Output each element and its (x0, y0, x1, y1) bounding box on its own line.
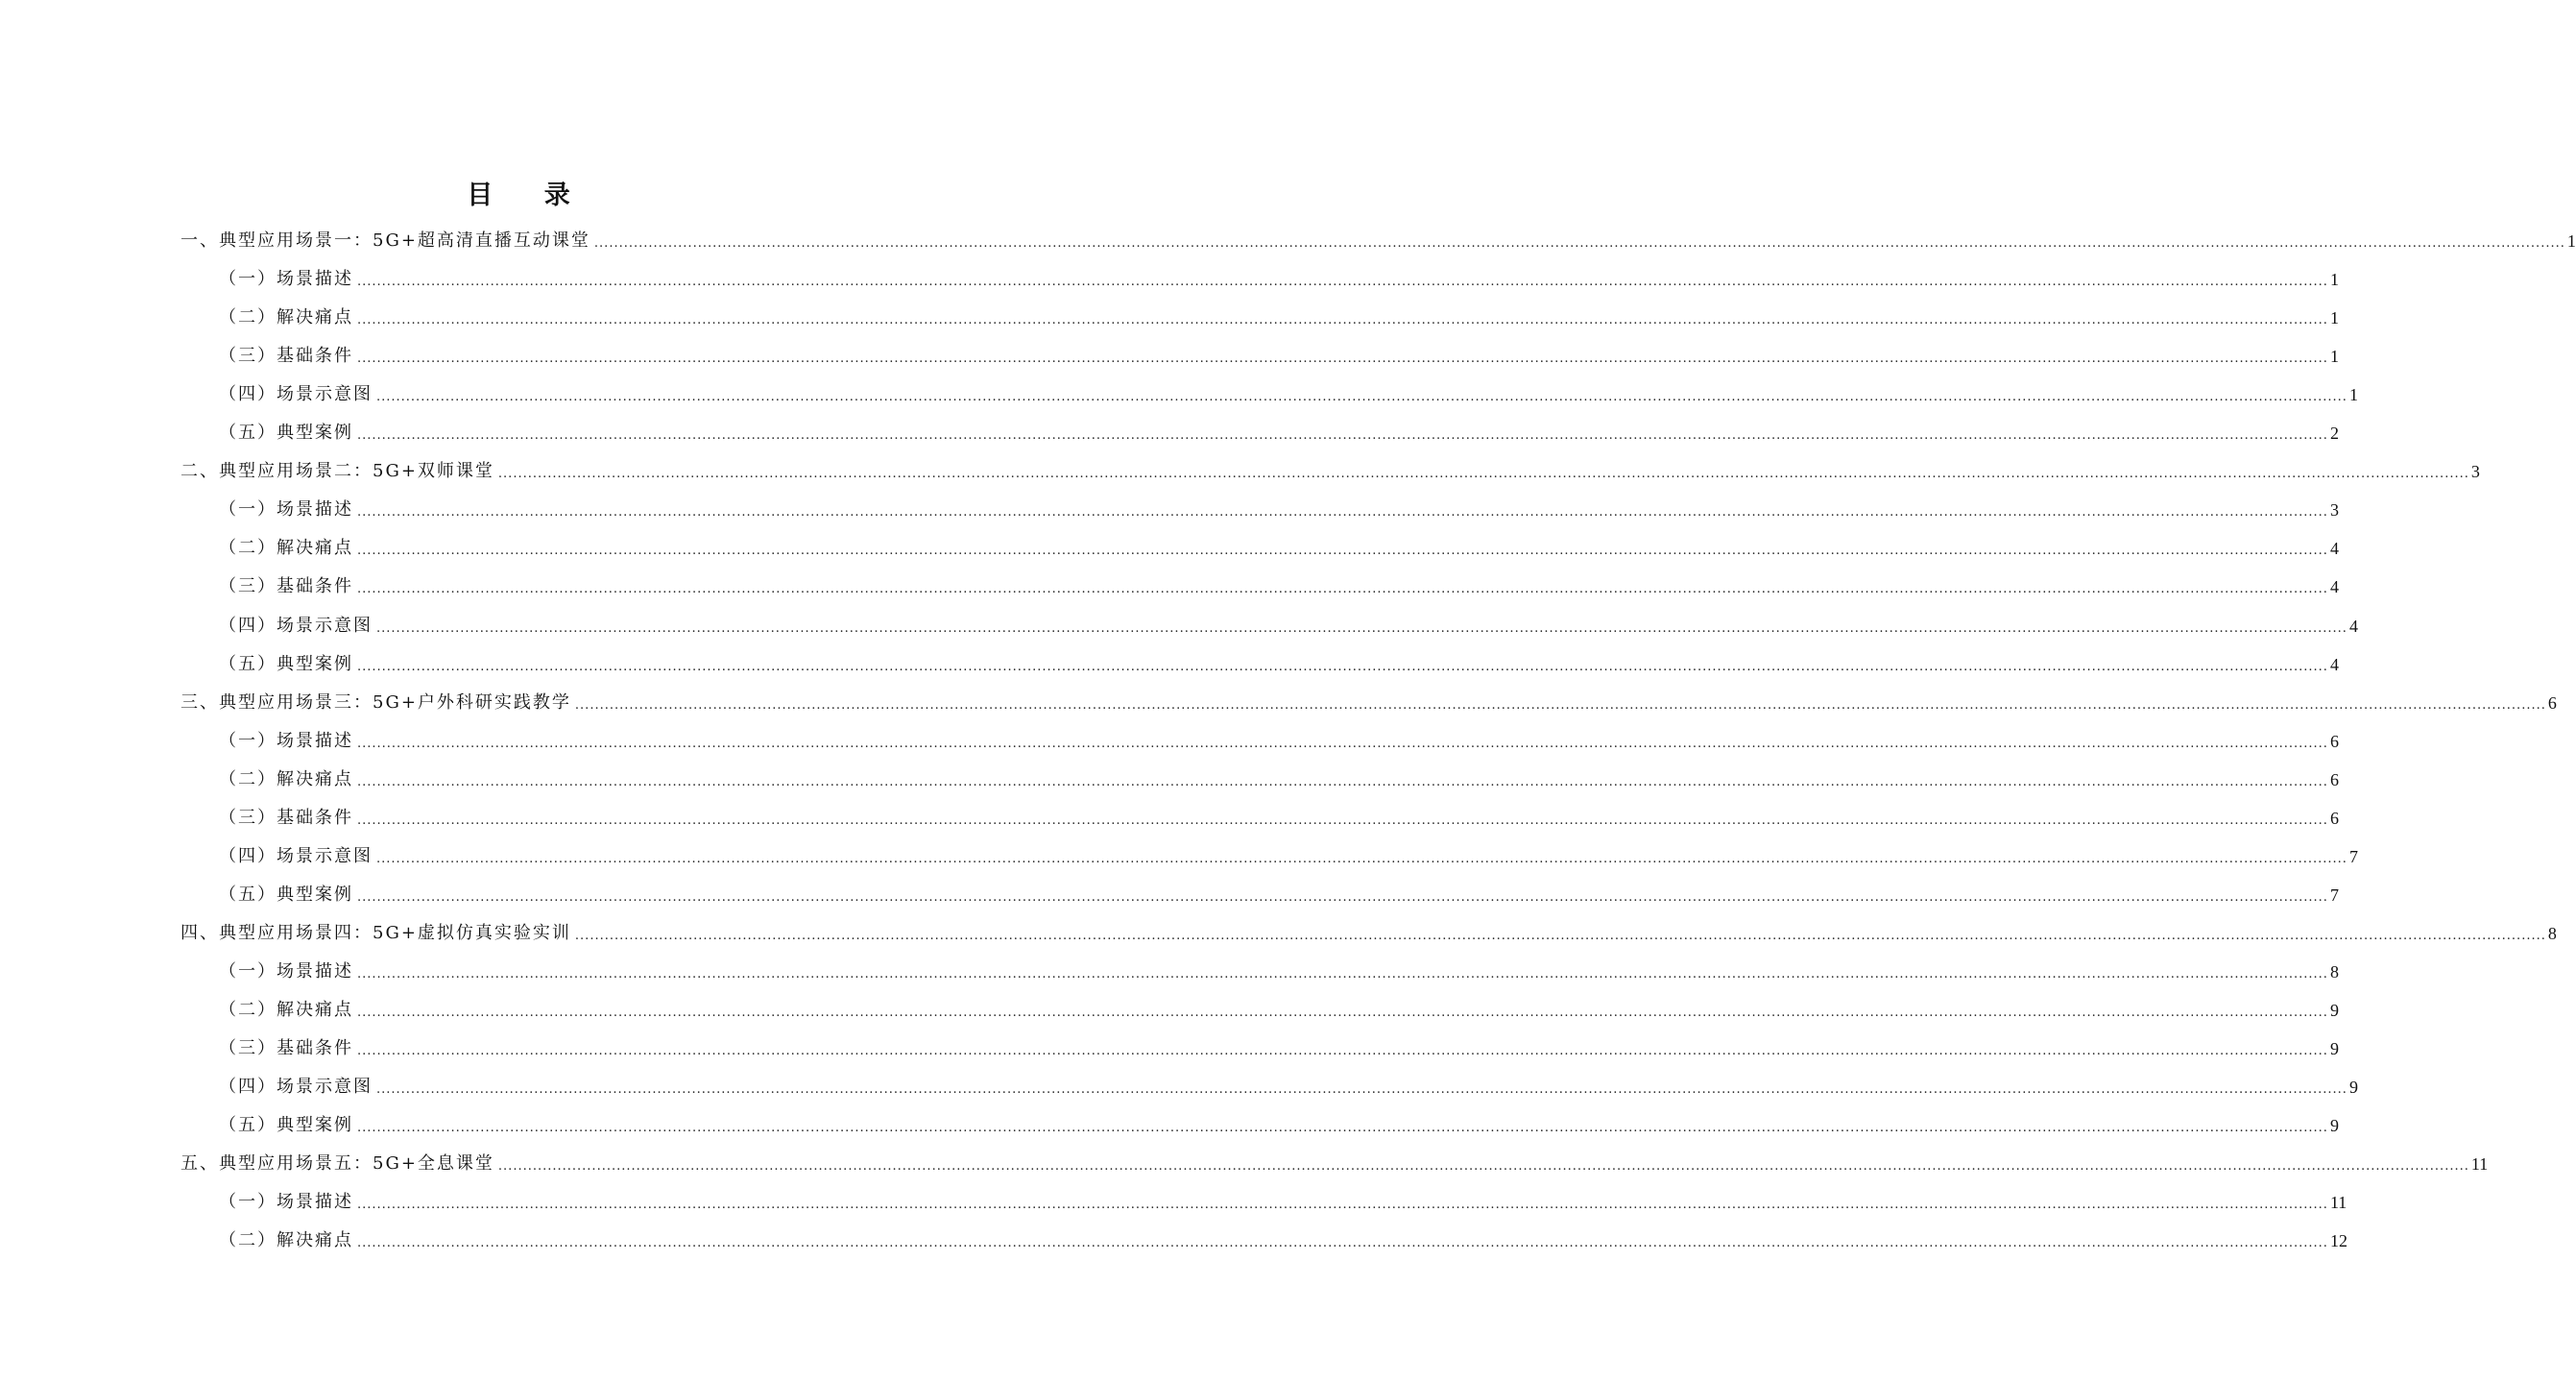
toc-section-entry[interactable] (219, 1183, 2347, 1222)
toc-dot-leader: ................................................................................................................................................................................................................................................................................................................................................................................................................ (574, 928, 2546, 943)
toc-page-number: 9 (2329, 1116, 2339, 1136)
toc-dot-leader: ................................................................................................................................................................................................................................................................................................................................................................................................................ (593, 236, 2565, 251)
toc-chapter-entry[interactable] (181, 452, 2480, 491)
toc-dot-leader: ................................................................................................................................................................................................................................................................................................................................................................................................................ (497, 1159, 2469, 1175)
toc-page-number: 1 (2566, 231, 2576, 251)
toc-section-entry[interactable] (219, 260, 2339, 299)
toc-chapter-entry[interactable] (181, 1145, 2489, 1183)
toc-entry-label: 五、典型应用场景五：5G+全息课堂 (181, 1153, 494, 1175)
toc-section-entry[interactable] (219, 645, 2339, 684)
toc-section-entry[interactable] (219, 376, 2358, 414)
toc-page-number: 12 (2329, 1231, 2347, 1251)
toc-dot-leader: ................................................................................................................................................................................................................................................................................................................................................................................................................ (376, 1082, 2347, 1098)
toc-section-entry[interactable] (219, 491, 2339, 529)
toc-section-entry[interactable] (219, 837, 2358, 876)
toc-dot-leader: ................................................................................................................................................................................................................................................................................................................................................................................................................ (357, 812, 2328, 828)
toc-page-number: 9 (2329, 1039, 2339, 1059)
toc-dot-leader: ................................................................................................................................................................................................................................................................................................................................................................................................................ (357, 774, 2328, 789)
toc-entry-label: （二）解决痛点 (219, 1000, 353, 1020)
toc-dot-leader: ................................................................................................................................................................................................................................................................................................................................................................................................................ (357, 352, 2328, 367)
toc-page-number: 7 (2329, 885, 2339, 905)
toc-entry-label: 三、典型应用场景三：5G+户外科研实践教学 (181, 691, 571, 713)
toc-entry-label: （二）解决痛点 (219, 307, 353, 328)
toc-page-number: 4 (2348, 616, 2358, 636)
toc-page-number: 1 (2329, 270, 2339, 290)
toc-dot-leader: ................................................................................................................................................................................................................................................................................................................................................................................................................ (357, 659, 2328, 674)
toc-page-number: 7 (2348, 846, 2358, 866)
toc-page-number: 9 (2348, 1078, 2358, 1098)
toc-entry-label: 四、典型应用场景四：5G+虚拟仿真实验实训 (181, 922, 571, 943)
toc-entry-label: （五）典型案例 (219, 653, 353, 674)
toc-section-entry[interactable] (219, 991, 2339, 1030)
toc-section-entry[interactable] (219, 1222, 2347, 1260)
toc-chapter-entry[interactable] (181, 684, 2557, 722)
toc-dot-leader: ................................................................................................................................................................................................................................................................................................................................................................................................................ (376, 390, 2347, 405)
toc-entry-label: （一）场景描述 (219, 730, 353, 751)
toc-page-number: 11 (2329, 1193, 2347, 1213)
toc-dot-leader: ................................................................................................................................................................................................................................................................................................................................................................................................................ (357, 1198, 2328, 1213)
toc-dot-leader: ................................................................................................................................................................................................................................................................................................................................................................................................................ (357, 505, 2328, 521)
toc-title: 目 录 (467, 181, 591, 210)
toc-chapter-entry[interactable] (181, 222, 2576, 260)
toc-page-number: 1 (2329, 347, 2339, 367)
toc-entry-label: （二）解决痛点 (219, 1230, 353, 1251)
toc-entry-label: （四）场景示意图 (219, 845, 373, 866)
toc-entry-label: （二）解决痛点 (219, 538, 353, 559)
toc-entry-label: 一、典型应用场景一：5G+超高清直播互动课堂 (181, 230, 590, 251)
toc-entry-label: （一）场景描述 (219, 499, 353, 521)
toc-entry-label: （三）基础条件 (219, 1038, 353, 1059)
toc-section-entry[interactable] (219, 1106, 2339, 1145)
toc-chapter-entry[interactable] (181, 914, 2557, 953)
toc-page-number: 3 (2470, 462, 2480, 482)
toc-entry-label: （二）解决痛点 (219, 768, 353, 789)
toc-entry-label: 二、典型应用场景二：5G+双师课堂 (181, 461, 494, 482)
toc-page-number: 8 (2547, 923, 2557, 943)
toc-entry-label: （四）场景示意图 (219, 384, 373, 405)
toc-section-entry[interactable] (219, 568, 2339, 606)
toc-entry-label: （一）场景描述 (219, 960, 353, 982)
toc-entry-label: （四）场景示意图 (219, 1077, 373, 1098)
toc-section-entry[interactable] (219, 607, 2358, 645)
toc-section-entry[interactable] (219, 761, 2339, 799)
toc-dot-leader: ................................................................................................................................................................................................................................................................................................................................................................................................................ (357, 1236, 2328, 1251)
toc-dot-leader: ................................................................................................................................................................................................................................................................................................................................................................................................................ (357, 889, 2328, 905)
toc-dot-leader: ................................................................................................................................................................................................................................................................................................................................................................................................................ (497, 467, 2469, 482)
toc-page-number: 6 (2329, 769, 2339, 789)
toc-dot-leader: ................................................................................................................................................................................................................................................................................................................................................................................................................ (357, 1044, 2328, 1059)
toc-dot-leader: ................................................................................................................................................................................................................................................................................................................................................................................................................ (357, 275, 2328, 290)
toc-section-entry[interactable] (219, 953, 2339, 991)
toc-page-number: 2 (2329, 424, 2339, 444)
toc-dot-leader: ................................................................................................................................................................................................................................................................................................................................................................................................................ (376, 620, 2347, 636)
toc-entry-label: （五）典型案例 (219, 423, 353, 444)
toc-page-number: 1 (2348, 385, 2358, 405)
toc-page-number: 11 (2470, 1154, 2489, 1175)
toc-page-number: 1 (2329, 308, 2339, 328)
toc-entry-label: （五）典型案例 (219, 884, 353, 905)
toc-page-number: 6 (2329, 731, 2339, 751)
toc-page-number: 4 (2329, 654, 2339, 674)
toc-section-entry[interactable] (219, 529, 2339, 568)
toc-entry-label: （四）场景示意图 (219, 615, 373, 636)
toc-page-number: 3 (2329, 500, 2339, 521)
toc-dot-leader: ................................................................................................................................................................................................................................................................................................................................................................................................................ (357, 428, 2328, 444)
toc-dot-leader: ................................................................................................................................................................................................................................................................................................................................................................................................................ (357, 544, 2328, 559)
toc-dot-leader: ................................................................................................................................................................................................................................................................................................................................................................................................................ (357, 582, 2328, 597)
toc-entry-label: （五）典型案例 (219, 1115, 353, 1136)
toc-section-entry[interactable] (219, 299, 2339, 337)
toc-dot-leader: ................................................................................................................................................................................................................................................................................................................................................................................................................ (357, 736, 2328, 751)
toc-dot-leader: ................................................................................................................................................................................................................................................................................................................................................................................................................ (357, 1121, 2328, 1136)
toc-dot-leader: ................................................................................................................................................................................................................................................................................................................................................................................................................ (357, 313, 2328, 328)
toc-section-entry[interactable] (219, 722, 2339, 761)
toc-page-number: 6 (2547, 692, 2557, 713)
toc-section-entry[interactable] (219, 1030, 2339, 1068)
toc-page-number: 9 (2329, 1001, 2339, 1020)
toc-dot-leader: ................................................................................................................................................................................................................................................................................................................................................................................................................ (357, 1006, 2328, 1020)
toc-section-entry[interactable] (219, 1068, 2358, 1106)
toc-page-number: 6 (2329, 808, 2339, 828)
toc-page-number: 4 (2329, 577, 2339, 597)
toc-dot-leader: ................................................................................................................................................................................................................................................................................................................................................................................................................ (574, 697, 2546, 713)
toc-section-entry[interactable] (219, 876, 2339, 914)
toc-dot-leader: ................................................................................................................................................................................................................................................................................................................................................................................................................ (357, 966, 2328, 982)
toc-section-entry[interactable] (219, 414, 2339, 452)
toc-entry-label: （三）基础条件 (219, 807, 353, 828)
toc-dot-leader: ................................................................................................................................................................................................................................................................................................................................................................................................................ (376, 851, 2347, 866)
toc-section-entry[interactable] (219, 799, 2339, 837)
toc-section-entry[interactable] (219, 337, 2339, 376)
toc-page-number: 8 (2329, 961, 2339, 982)
toc-entry-label: （三）基础条件 (219, 576, 353, 597)
toc-entry-label: （一）场景描述 (219, 1192, 353, 1213)
toc-entry-label: （三）基础条件 (219, 346, 353, 367)
toc-page-number: 4 (2329, 539, 2339, 559)
toc-entry-label: （一）场景描述 (219, 269, 353, 290)
